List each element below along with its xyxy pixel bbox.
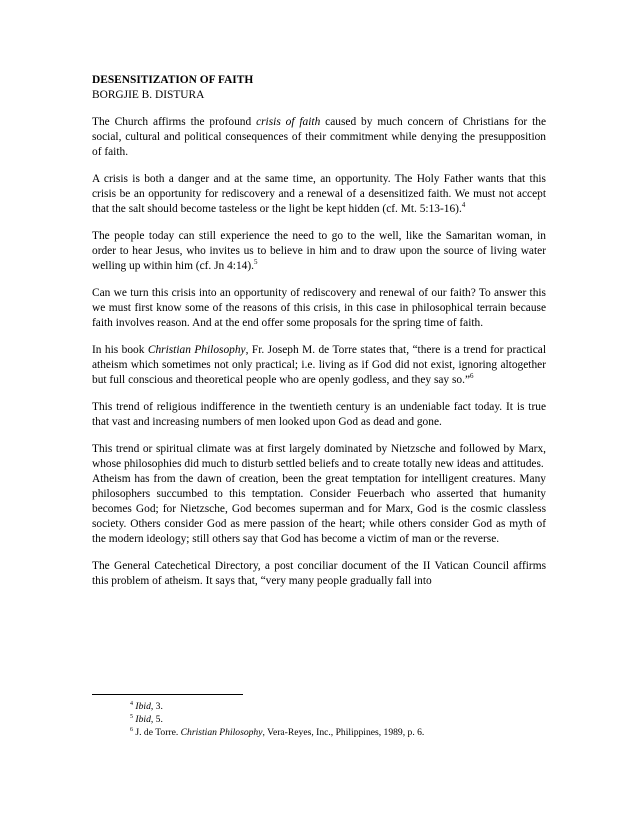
document-author: BORGJIE B. DISTURA xyxy=(92,89,205,101)
footnote-5: $^5$ Ibid, 5. xyxy=(130,713,163,725)
footnote-ref-4[interactable]: 4 xyxy=(461,201,466,210)
paragraph-7: This trend or spiritual climate was at first largely dominated by Nietzsche and followed by Marx, whose philosophies did much to disturb settled beliefs and to create totally new ideas and attitudes. xyxy=(92,443,546,470)
footnotes xyxy=(130,700,550,739)
footnote-divider xyxy=(92,694,243,695)
paragraph-2: A crisis is both a danger and at the same time, an opportunity. The Holy Father wants that this crisis be an opportunity for rediscovery and a renewal of a desensitized faith. We must not accept that the salt should become tasteless or the light be kept hidden (cf. Mt. 5:13-16).$^4$ xyxy=(92,173,546,215)
document-title: DESENSITIZATION OF FAITH xyxy=(92,74,254,86)
paragraph-9: The General Catechetical Directory, a post conciliar document of the II Vatican Council affirms this problem of atheism. It says that, “very many people gradually fall into xyxy=(92,560,546,587)
footnote-ref-5[interactable]: 5 xyxy=(253,258,258,267)
paragraph-6: This trend of religious indifference in the twentieth century is an undeniable fact today. It is true that vast and increasing numbers of men looked upon God as dead and gone. xyxy=(92,401,546,428)
footnote-4: $^4$ Ibid, 3. xyxy=(130,700,163,712)
paragraph-1: The Church affirms the profound crisis of faith caused by much concern of Christians for the social, cultural and political consequences of their commitment while denying the presupposition of faith. xyxy=(92,116,547,158)
footnote-ref-6[interactable]: 6 xyxy=(470,372,474,381)
paragraph-3: The people today can still experience the need to go to the well, like the Samaritan woman, in order to hear Jesus, who invites us to believe in him and to draw upon the source of living water welling up within him (cf. Jn 4:14).$^5$ xyxy=(92,230,546,272)
paragraph-5: In his book Christian Philosophy, Fr. Joseph M. de Torre states that, “there is a trend for practical atheism which sometimes not only practical; i.e. living as if God did not exist, ignoring altogether but full conscious and theoretical people who are openly godless, and they say so.”$^6$ xyxy=(92,344,546,386)
footnote-6: $^6$ J. de Torre. Christian Philosophy, Vera-Reyes, Inc., Philippines, 1989, p. 6. xyxy=(130,726,425,738)
paragraph-8: Atheism has from the dawn of creation, been the great temptation for intelligent creatures. Many philosophers succumbed to this temptation. Consider Feuerbach who asserted that humanity becomes God; for Nietzsche, God becomes superman and for Marx, God is the cosmic classless society. Others consider God as mere passion of the heart; while others consider God as myth of the modern ideology; still others say that God has become a victim of man or the reverse. xyxy=(92,473,546,545)
paragraph-4: Can we turn this crisis into an opportunity of rediscovery and renewal of our faith? To answer this we must first know some of the reasons of this crisis, in this case in philosophical terrain because faith involves reason. And at the end offer some proposals for the spring time of faith. xyxy=(92,287,546,329)
document-body xyxy=(92,73,546,601)
